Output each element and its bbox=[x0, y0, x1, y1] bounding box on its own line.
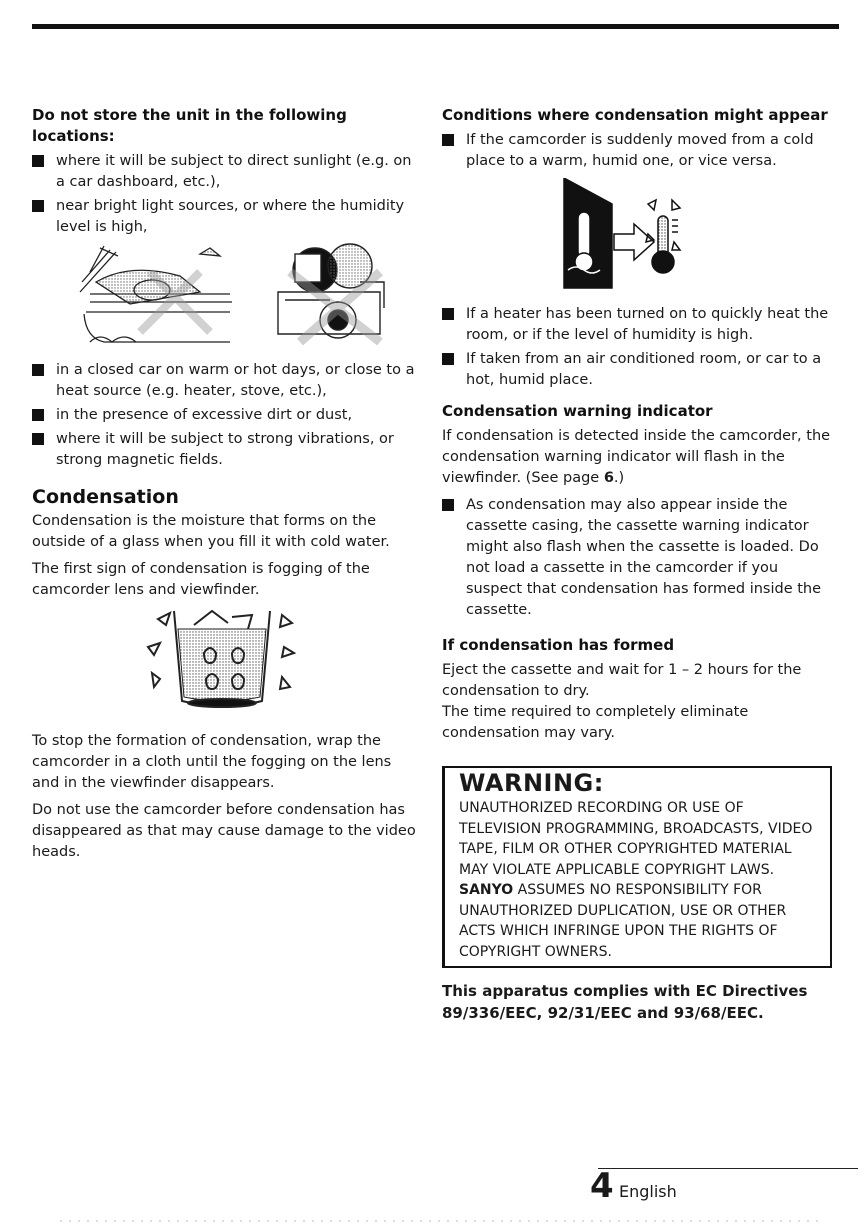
condensation-title: Condensation bbox=[32, 486, 179, 508]
warning-text-after: ASSUMES NO RESPONSIBILITY FOR UNAUTHORIZED DUPLICATION, USE OR OTHER ACTS WHICH INFRINGE UPON THE RIGHTS OF COPYRIGHT OWNERS. bbox=[459, 882, 787, 960]
conditions-list-b bbox=[442, 304, 832, 391]
cold-glass-illustration bbox=[132, 607, 312, 717]
warning-text-before: UNAUTHORIZED RECORDING OR USE OF TELEVISION PROGRAMMING, BROADCASTS, VIDEO TAPE, FILM OR OTHER COPYRIGHTED MATERIAL MAY VIOLATE APPLICABLE COPYRIGHT LAWS. bbox=[459, 800, 813, 878]
indicator-heading: Condensation warning indicator bbox=[442, 402, 713, 420]
list-item: near bright light sources, or where the humidity level is high, bbox=[32, 196, 417, 238]
warning-body bbox=[459, 798, 820, 962]
conditions-heading: Conditions where condensation might appear bbox=[442, 106, 828, 124]
footer-rule bbox=[598, 1168, 858, 1169]
store-list-b bbox=[32, 360, 417, 471]
list-item: where it will be subject to direct sunlight (e.g. on a car dashboard, etc.), bbox=[32, 151, 417, 193]
indicator-page-ref: 6 bbox=[603, 470, 614, 486]
ec-compliance bbox=[442, 980, 832, 1024]
temperature-change-illustration bbox=[562, 178, 692, 290]
store-list-a bbox=[32, 151, 417, 238]
condensation-paragraph-1: Condensation is the moisture that forms on the outside of a glass when you fill it with cold water. bbox=[32, 513, 390, 550]
formed-heading: If condensation has formed bbox=[442, 636, 675, 654]
ec-line-2: 89/336/EEC, 92/31/EEC and 93/68/EEC. bbox=[442, 1004, 764, 1022]
camcorder-sun-drawing bbox=[278, 244, 384, 342]
ec-line-1: This apparatus complies with EC Directives bbox=[442, 982, 808, 1000]
list-item: where it will be subject to strong vibrations, or strong magnetic fields. bbox=[32, 429, 417, 471]
indicator-text-after: .) bbox=[613, 470, 625, 486]
formed-paragraph-1: Eject the cassette and wait for 1 – 2 hours for the condensation to dry. bbox=[442, 662, 802, 699]
left-column bbox=[32, 105, 417, 869]
warning-title: WARNING: bbox=[459, 769, 604, 797]
dashboard-camcorder-drawing bbox=[80, 246, 232, 342]
formed-paragraph-2: The time required to completely eliminate condensation may vary. bbox=[442, 704, 749, 741]
list-item: If taken from an air conditioned room, or car to a hot, humid place. bbox=[442, 349, 832, 391]
list-item: If a heater has been turned on to quickly heat the room, or if the level of humidity is high. bbox=[442, 304, 832, 346]
condensation-paragraph-3: To stop the formation of condensation, wrap the camcorder in a cloth until the fogging on the lens and in the viewfinder disappears. bbox=[32, 733, 392, 791]
condensation-paragraph-4: Do not use the camcorder before condensation has disappeared as that may cause damage to the video heads. bbox=[32, 802, 416, 860]
indicator-list bbox=[442, 495, 832, 621]
conditions-list-a bbox=[442, 130, 832, 172]
indicator-paragraph bbox=[442, 426, 832, 489]
scan-edge bbox=[60, 1220, 820, 1222]
condensation-paragraph-2: The first sign of condensation is fogging of the camcorder lens and viewfinder. bbox=[32, 561, 370, 598]
indicator-text-before: If condensation is detected inside the camcorder, the condensation warning indicator will flash in the viewfinder. (See page bbox=[442, 428, 831, 486]
list-item: in the presence of excessive dirt or dust, bbox=[32, 405, 417, 426]
page-language: English bbox=[619, 1182, 677, 1201]
list-item: in a closed car on warm or hot days, or close to a heat source (e.g. heater, stove, etc.), bbox=[32, 360, 417, 402]
warning-brand: SANYO bbox=[459, 882, 514, 898]
store-heading: Do not store the unit in the following locations: bbox=[32, 106, 347, 145]
list-item: As condensation may also appear inside the cassette casing, the cassette warning indicator might also flash when the cassette is loaded. Do not load a cassette in the camcorder if you suspect that condensation has formed inside the cassette. bbox=[442, 495, 832, 621]
warning-box bbox=[442, 766, 832, 968]
top-rule bbox=[32, 24, 839, 29]
page-number: 4 bbox=[590, 1166, 614, 1206]
right-column bbox=[442, 105, 832, 1024]
list-item: If the camcorder is suddenly moved from a cold place to a warm, humid one, or vice versa. bbox=[442, 130, 832, 172]
storage-hazard-illustration bbox=[60, 242, 390, 352]
